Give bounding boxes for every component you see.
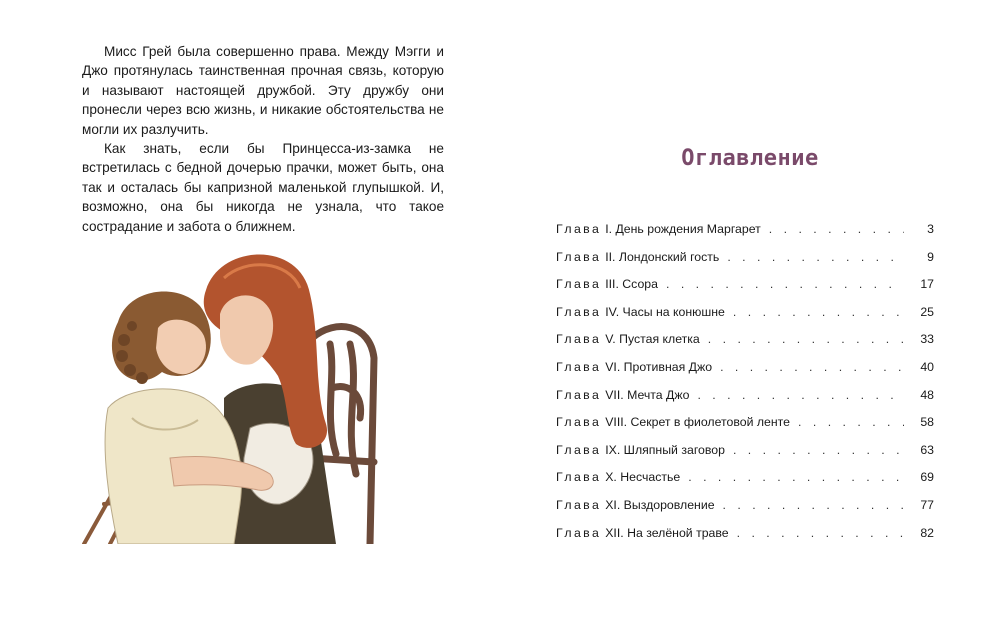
leader-dots xyxy=(798,415,904,429)
chapter-title: I. День рождения Маргарет xyxy=(605,222,761,236)
chapter-prefix: Глава xyxy=(556,304,602,319)
table-of-contents xyxy=(556,222,934,553)
chapter-title: IV. Часы на конюшне xyxy=(605,304,725,319)
leader-dots xyxy=(733,443,904,457)
toc-entry[interactable] xyxy=(556,388,934,416)
chapter-prefix: Глава xyxy=(556,359,602,374)
chapter-prefix: Глава xyxy=(556,387,602,402)
chapter-title: VII. Мечта Джо xyxy=(605,387,690,402)
chapter-prefix: Глава xyxy=(556,470,602,485)
chapter-prefix: Глава xyxy=(556,277,602,292)
leader-dots xyxy=(723,498,904,512)
toc-entry[interactable] xyxy=(556,277,934,305)
leader-dots xyxy=(720,360,904,374)
toc-entry[interactable] xyxy=(556,222,934,250)
toc-entry[interactable] xyxy=(556,526,934,554)
leader-dots xyxy=(727,250,904,264)
leader-dots xyxy=(666,277,904,291)
toc-entry[interactable] xyxy=(556,498,934,526)
chapter-title: VI. Противная Джо xyxy=(605,359,713,374)
page-number: 69 xyxy=(920,470,934,485)
leader-dots xyxy=(708,332,904,346)
leader-dots xyxy=(697,388,904,402)
leader-dots xyxy=(688,470,904,484)
paragraph-2: Как знать, если бы Принцесса-из-замка не встретилась с бедной дочерью прачки, может быть, она так и осталась бы капризной маленькой глупышкой. И, возможно, она бы никогда не узнала, что такое сострадание и забота о ближнем. xyxy=(82,141,444,234)
toc-entry[interactable] xyxy=(556,415,934,443)
page-number: 9 xyxy=(927,249,934,264)
chapter-title: XI. Выздоровление xyxy=(605,497,715,512)
chapter-title: X. Несчастье xyxy=(605,470,681,485)
chapter-title: XII. На зелёной траве xyxy=(605,525,729,540)
chapter-title: III. Ссора xyxy=(605,277,658,292)
page-number: 40 xyxy=(920,359,934,374)
page-number: 63 xyxy=(920,442,934,457)
chapter-title: IX. Шляпный заговор xyxy=(605,442,725,457)
toc-entry[interactable] xyxy=(556,443,934,471)
page-number: 25 xyxy=(920,304,934,319)
chapter-title: V. Пустая клетка xyxy=(605,332,700,347)
chapter-prefix: Глава xyxy=(556,525,602,540)
page-number: 33 xyxy=(920,332,934,347)
leader-dots xyxy=(733,305,904,319)
page-number: 17 xyxy=(920,277,934,292)
chapter-title: II. Лондонский гость xyxy=(605,249,720,264)
chapter-prefix: Глава xyxy=(556,442,602,457)
toc-entry[interactable] xyxy=(556,360,934,388)
story-text xyxy=(82,42,444,236)
chapter-prefix: Глава xyxy=(556,415,602,430)
chapter-prefix: Глава xyxy=(556,332,602,347)
toc-entry[interactable] xyxy=(556,470,934,498)
illustration-two-girls-hugging xyxy=(74,248,426,544)
page-number: 77 xyxy=(920,497,934,512)
page-number: 48 xyxy=(920,387,934,402)
leader-dots xyxy=(737,526,904,540)
chapter-prefix: Глава xyxy=(556,222,602,236)
chapter-title: VIII. Секрет в фиолетовой ленте xyxy=(605,415,791,430)
toc-entry[interactable] xyxy=(556,250,934,278)
chapter-prefix: Глава xyxy=(556,497,602,512)
paragraph-1: Мисс Грей была совершенно права. Между Мэгги и Джо протянулась таинственная прочная связь, которую и называют настоящей дружбой. Эту дружбу они пронесли через всю жизнь, и никакие обстоятельства не могли их разлучить. xyxy=(82,44,444,137)
toc-title: Оглавление xyxy=(681,146,819,171)
right-page xyxy=(500,0,1000,640)
toc-entry[interactable] xyxy=(556,332,934,360)
leader-dots xyxy=(769,222,904,236)
page-number: 58 xyxy=(920,415,934,430)
toc-entry[interactable] xyxy=(556,305,934,333)
chapter-prefix: Глава xyxy=(556,249,602,264)
page-number: 82 xyxy=(920,525,934,540)
page-number: 3 xyxy=(927,222,934,236)
